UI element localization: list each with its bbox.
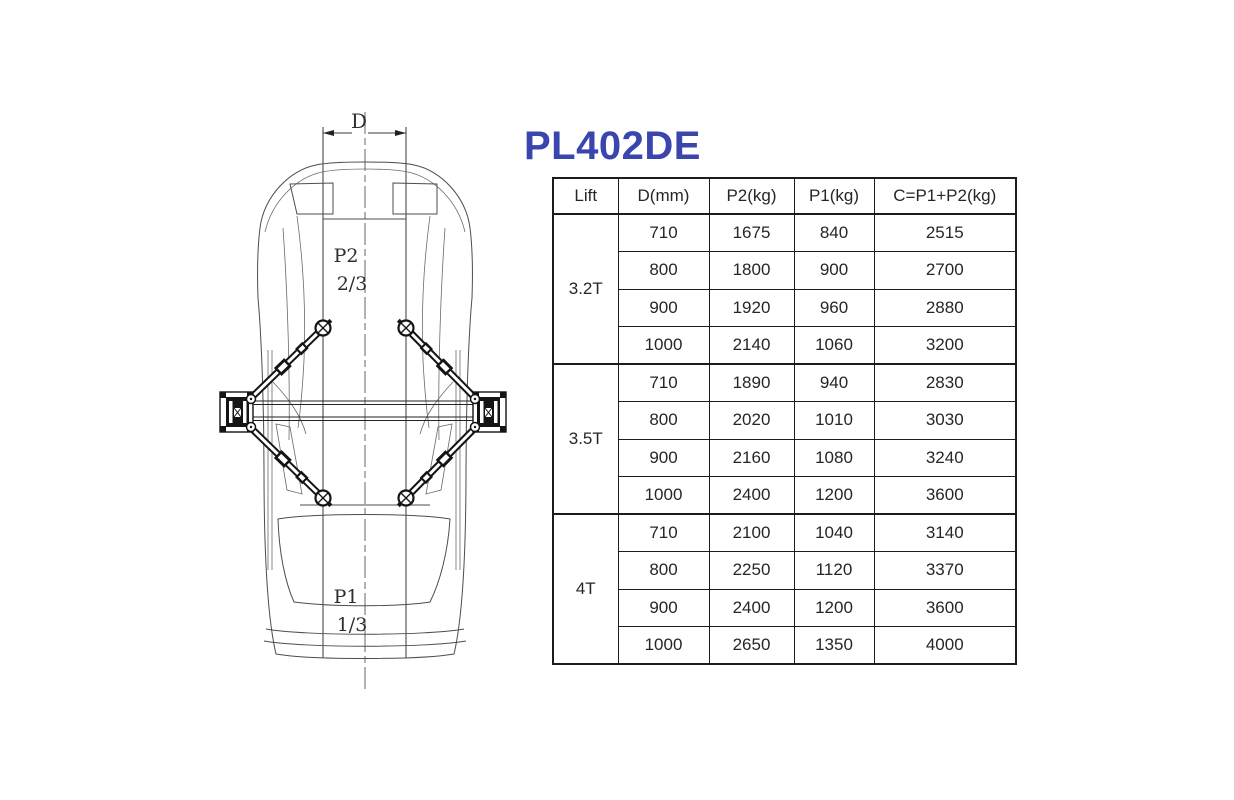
crossbeam [253,401,473,421]
lift-pad-top-left [316,321,331,336]
table-row: 800 1800 900 2700 [553,252,1016,290]
lift-pad-bottom-left [316,491,331,506]
table-row: 3.5T 710 1890 940 2830 [553,364,1016,402]
lift-capacity-3-2t: 3.2T [553,214,618,364]
dimension-d-label: D [350,109,368,133]
rear-load-fraction: 2/3 [336,273,368,295]
table-row: 3.2T 710 1675 840 2515 [553,214,1016,252]
load-capacity-table [552,177,1017,665]
table-row: 800 2020 1010 3030 [553,402,1016,440]
table-row: 800 2250 1120 3370 [553,552,1016,590]
table-row: 1000 2650 1350 4000 [553,627,1016,665]
lift-pad-top-right [399,321,414,336]
header-d-mm: D(mm) [618,178,709,214]
table-row: 900 2400 1200 3600 [553,589,1016,627]
header-c-total: C=P1+P2(kg) [874,178,1016,214]
front-load-label: P1 [333,586,359,608]
table-row: 1000 2140 1060 3200 [553,327,1016,365]
table-row: 4T 710 2100 1040 3140 [553,514,1016,552]
table-row: 900 1920 960 2880 [553,289,1016,327]
hood-outline [278,515,450,606]
dimension-d [323,109,406,658]
table-row: 1000 2400 1200 3600 [553,477,1016,515]
rear-load-label: P2 [333,245,359,267]
rear-window-left [290,183,333,214]
lift-capacity-4t: 4T [553,514,618,664]
header-lift: Lift [553,178,618,214]
page-title: PL402DE [524,124,701,168]
lift-arms [250,320,476,506]
lift-pad-bottom-right [399,491,414,506]
front-load-fraction: 1/3 [336,614,368,636]
lift-diagram [205,103,545,703]
table-row: 900 2160 1080 3240 [553,439,1016,477]
rear-window-right [393,183,437,214]
lift-pads [316,321,414,506]
table-header-row [553,178,1016,214]
header-p1-kg: P1(kg) [794,178,874,214]
lift-capacity-3-5t: 3.5T [553,364,618,514]
header-p2-kg: P2(kg) [709,178,794,214]
